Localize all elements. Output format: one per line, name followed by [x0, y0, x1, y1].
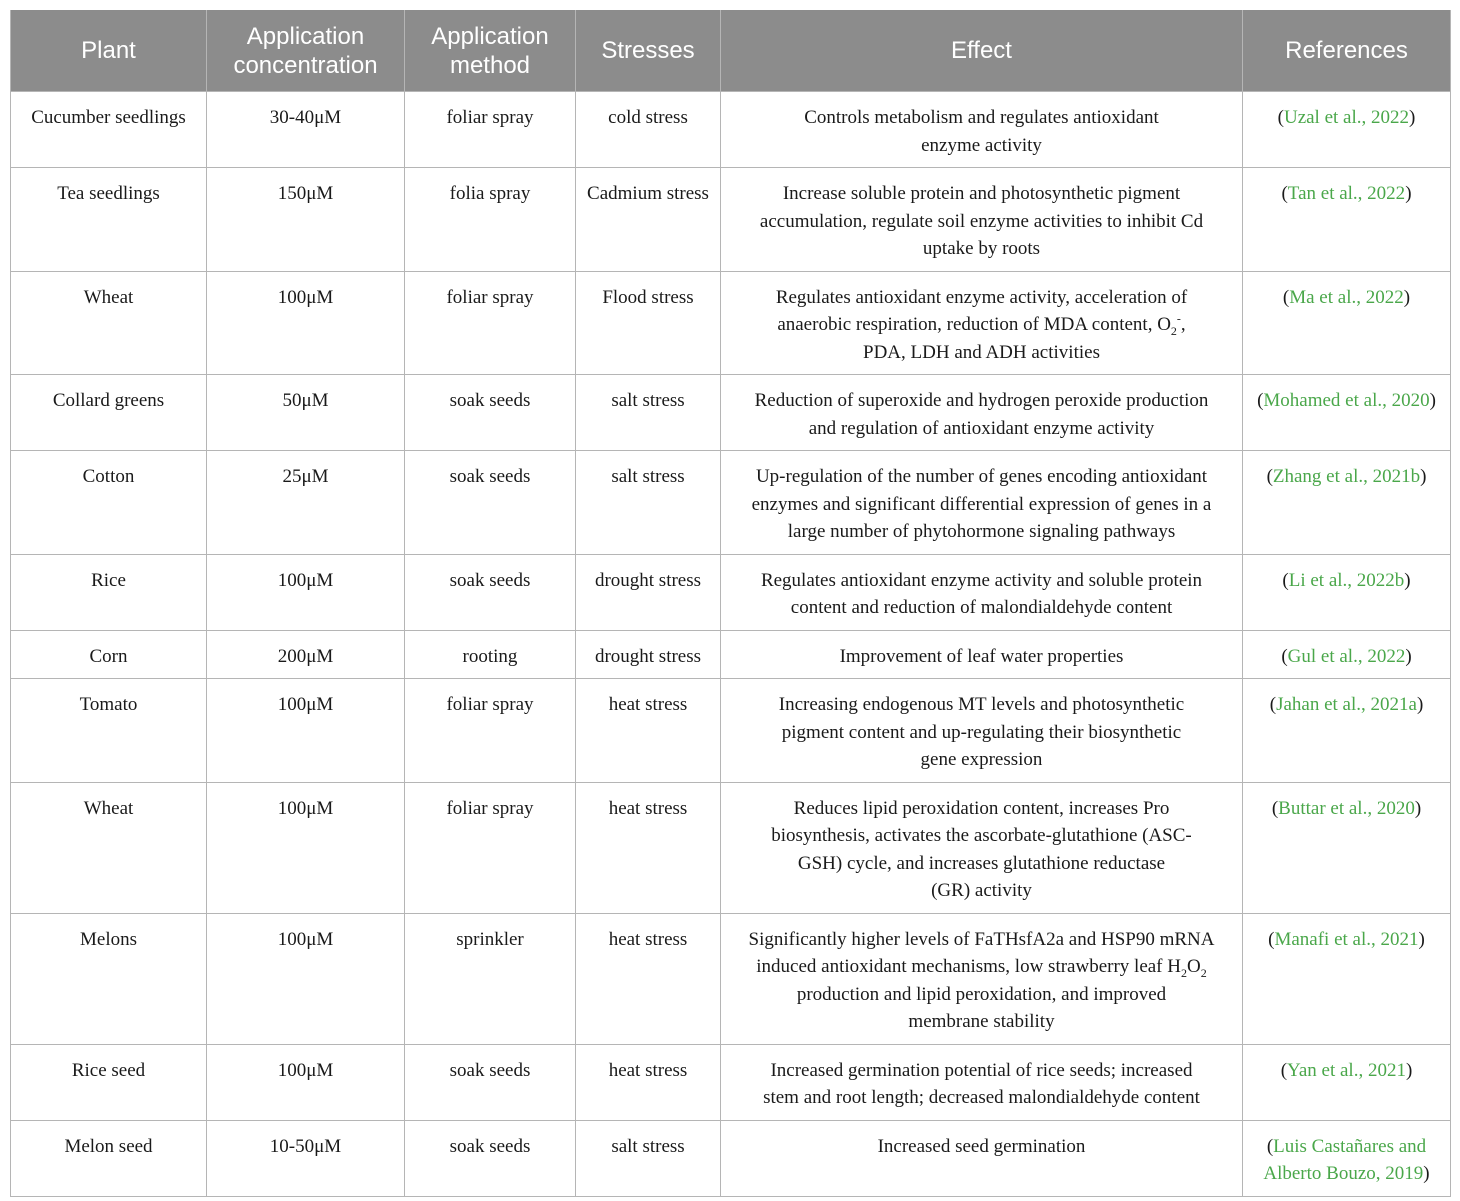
cell-concentration: 100μM [207, 1044, 405, 1120]
cell-stress: Flood stress [576, 271, 721, 375]
effect-line: production and lipid peroxidation, and improved [796, 983, 1167, 1005]
reference-link[interactable]: Tan et al., 2022 [1287, 183, 1406, 204]
cell-effect [721, 913, 1243, 1044]
effect-line: and regulation of antioxidant enzyme activity [808, 417, 1155, 439]
cell-concentration: 30-40μM [207, 92, 405, 168]
col-header-plant: Plant [11, 10, 207, 92]
cell-reference: (Jahan et al., 2021a) [1243, 679, 1451, 783]
table-row [11, 375, 1451, 451]
effect-line: Improvement of leaf water properties [839, 645, 1124, 667]
cell-stress: drought stress [576, 630, 721, 679]
reference-link[interactable]: Luis Castañares and Alberto Bouzo, 2019 [1263, 1135, 1427, 1184]
effect-line: anaerobic respiration, reduction of MDA content, O [777, 314, 1171, 335]
effect-line: pigment content and up-regulating their biosynthetic [781, 721, 1182, 743]
col-header-effect: Effect [721, 10, 1243, 92]
cell-effect [721, 1044, 1243, 1120]
cell-method: soak seeds [405, 554, 576, 630]
cell-stress: heat stress [576, 782, 721, 913]
cell-method: soak seeds [405, 375, 576, 451]
cell-stress: salt stress [576, 1120, 721, 1196]
cell-effect [721, 375, 1243, 451]
effect-line: Increased seed germination [877, 1135, 1086, 1157]
cell-method: soak seeds [405, 1044, 576, 1120]
cell-method: soak seeds [405, 1120, 576, 1196]
effect-line: gene expression [920, 749, 1043, 770]
cell-effect [721, 451, 1243, 555]
cell-plant: Cotton [11, 451, 207, 555]
reference-link[interactable]: Li et al., 2022b [1288, 569, 1405, 591]
cell-concentration: 100μM [207, 782, 405, 913]
cell-reference: (Mohamed et al., 2020) [1243, 375, 1451, 451]
table-row [11, 92, 1451, 168]
cell-stress: cold stress [576, 92, 721, 168]
table-row [11, 168, 1451, 272]
effect-line: , [1180, 314, 1186, 335]
table-row [11, 630, 1451, 679]
cell-concentration: 100μM [207, 913, 405, 1044]
table-row [11, 782, 1451, 913]
cell-plant: Rice [11, 554, 207, 630]
effect-line: PDA, LDH and ADH activities [863, 341, 1100, 363]
cell-reference: (Zhang et al., 2021b) [1243, 451, 1451, 555]
cell-stress: heat stress [576, 679, 721, 783]
table-row [11, 913, 1451, 1044]
cell-concentration: 100μM [207, 554, 405, 630]
cell-plant: Cucumber seedlings [11, 92, 207, 168]
cell-reference: (Uzal et al., 2022) [1243, 92, 1451, 168]
reference-link[interactable]: Yan et al., 2021 [1287, 1059, 1406, 1081]
table-row [11, 271, 1451, 375]
table-row [11, 1044, 1451, 1120]
table-row [11, 554, 1451, 630]
cell-effect [721, 1120, 1243, 1196]
effect-line: enzymes and significant differential expression of genes in a [751, 493, 1212, 515]
effect-line: stem and root length; decreased malondialdehyde content [763, 1087, 1200, 1108]
reference-link[interactable]: Uzal et al., 2022 [1283, 107, 1410, 128]
cell-method: rooting [405, 630, 576, 679]
formula-part: O [1187, 956, 1201, 977]
cell-reference: (Li et al., 2022b) [1243, 554, 1451, 630]
cell-reference: (Buttar et al., 2020) [1243, 782, 1451, 913]
cell-plant: Tea seedlings [11, 168, 207, 272]
cell-plant: Rice seed [11, 1044, 207, 1120]
cell-concentration: 150μM [207, 168, 405, 272]
reference-link[interactable]: Buttar et al., 2020 [1278, 797, 1415, 819]
cell-method: sprinkler [405, 913, 576, 1044]
cell-method: foliar spray [405, 271, 576, 375]
table-row [11, 451, 1451, 555]
subscript: 2 [1200, 965, 1207, 980]
reference-link[interactable]: Ma et al., 2022 [1289, 286, 1404, 308]
effect-line: Increased germination potential of rice seeds; increased [770, 1059, 1193, 1081]
cell-concentration: 100μM [207, 679, 405, 783]
cell-effect [721, 271, 1243, 375]
cell-effect [721, 679, 1243, 783]
effect-line: accumulation, regulate soil enzyme activities to inhibit Cd [759, 210, 1204, 232]
cell-reference: (Yan et al., 2021) [1243, 1044, 1451, 1120]
cell-effect [721, 168, 1243, 272]
effect-line: content and reduction of malondialdehyde content [790, 597, 1173, 618]
cell-method: foliar spray [405, 782, 576, 913]
cell-plant: Melons [11, 913, 207, 1044]
effect-line: Regulates antioxidant enzyme activity and soluble protein [760, 569, 1203, 591]
subscript: 2 [1170, 323, 1177, 338]
cell-method: folia spray [405, 168, 576, 272]
cell-stress: drought stress [576, 554, 721, 630]
effect-line: Significantly higher levels of FaTHsfA2a and HSP90 mRNA [748, 928, 1215, 950]
cell-concentration: 200μM [207, 630, 405, 679]
effect-line: Increasing endogenous MT levels and photosynthetic [778, 694, 1185, 715]
effect-line: Increase soluble protein and photosynthetic pigment [782, 183, 1181, 204]
cell-plant: Wheat [11, 271, 207, 375]
cell-reference: (Manafi et al., 2021) [1243, 913, 1451, 1044]
effect-line: Reduces lipid peroxidation content, increases Pro [793, 797, 1170, 819]
effect-line: Up-regulation of the number of genes encoding antioxidant [755, 466, 1208, 487]
col-header-stresses: Stresses [576, 10, 721, 92]
superscript: - [1176, 311, 1181, 326]
cell-reference: (Tan et al., 2022) [1243, 168, 1451, 272]
cell-stress: heat stress [576, 1044, 721, 1120]
col-header-references: References [1243, 10, 1451, 92]
cell-method: foliar spray [405, 679, 576, 783]
cell-reference: (Gul et al., 2022) [1243, 630, 1451, 679]
effect-line: Reduction of superoxide and hydrogen peroxide production [754, 390, 1209, 411]
cell-plant: Collard greens [11, 375, 207, 451]
data-table [10, 10, 1451, 1197]
reference-link[interactable]: Gul et al., 2022 [1287, 645, 1406, 667]
reference-link[interactable]: Manafi et al., 2021 [1274, 928, 1419, 950]
effect-line: Controls metabolism and regulates antioxidant [804, 107, 1159, 128]
cell-stress: heat stress [576, 913, 721, 1044]
effect-line: biosynthesis, activates the ascorbate-glutathione (ASC- [771, 825, 1192, 846]
cell-method: soak seeds [405, 451, 576, 555]
cell-plant: Corn [11, 630, 207, 679]
cell-stress: salt stress [576, 451, 721, 555]
cell-reference: (Luis Castañares and Alberto Bouzo, 2019) [1243, 1120, 1451, 1196]
reference-link[interactable]: Jahan et al., 2021a [1276, 694, 1417, 715]
effect-line: uptake by roots [922, 238, 1041, 259]
table-row [11, 679, 1451, 783]
cell-effect [721, 782, 1243, 913]
cell-stress: salt stress [576, 375, 721, 451]
subscript: 2 [1181, 965, 1187, 980]
effect-line: induced antioxidant mechanisms, low strawberry leaf H [756, 956, 1181, 977]
cell-plant: Wheat [11, 782, 207, 913]
cell-plant: Melon seed [11, 1120, 207, 1196]
cell-stress: Cadmium stress [576, 168, 721, 272]
effect-line: GSH) cycle, and increases glutathione reductase [797, 852, 1166, 874]
cell-concentration: 50μM [207, 375, 405, 451]
effect-line: Regulates antioxidant enzyme activity, acceleration of [775, 286, 1188, 308]
col-header-concentration: Application concentration [207, 10, 405, 92]
cell-method: foliar spray [405, 92, 576, 168]
cell-concentration: 10-50μM [207, 1120, 405, 1196]
reference-link[interactable]: Mohamed et al., 2020 [1263, 390, 1430, 411]
col-header-method: Application method [405, 10, 576, 92]
effect-line: membrane stability [908, 1011, 1055, 1032]
cell-concentration: 25μM [207, 451, 405, 555]
header-row [11, 10, 1451, 92]
effect-line: enzyme activity [921, 134, 1042, 156]
cell-concentration: 100μM [207, 271, 405, 375]
table-row [11, 1120, 1451, 1196]
cell-effect [721, 630, 1243, 679]
effect-line: (GR) activity [931, 880, 1032, 901]
effect-line: large number of phytohormone signaling pathways [787, 521, 1176, 542]
cell-effect [721, 92, 1243, 168]
cell-reference: (Ma et al., 2022) [1243, 271, 1451, 375]
cell-plant: Tomato [11, 679, 207, 783]
reference-link[interactable]: Zhang et al., 2021b [1272, 466, 1421, 487]
cell-effect [721, 554, 1243, 630]
